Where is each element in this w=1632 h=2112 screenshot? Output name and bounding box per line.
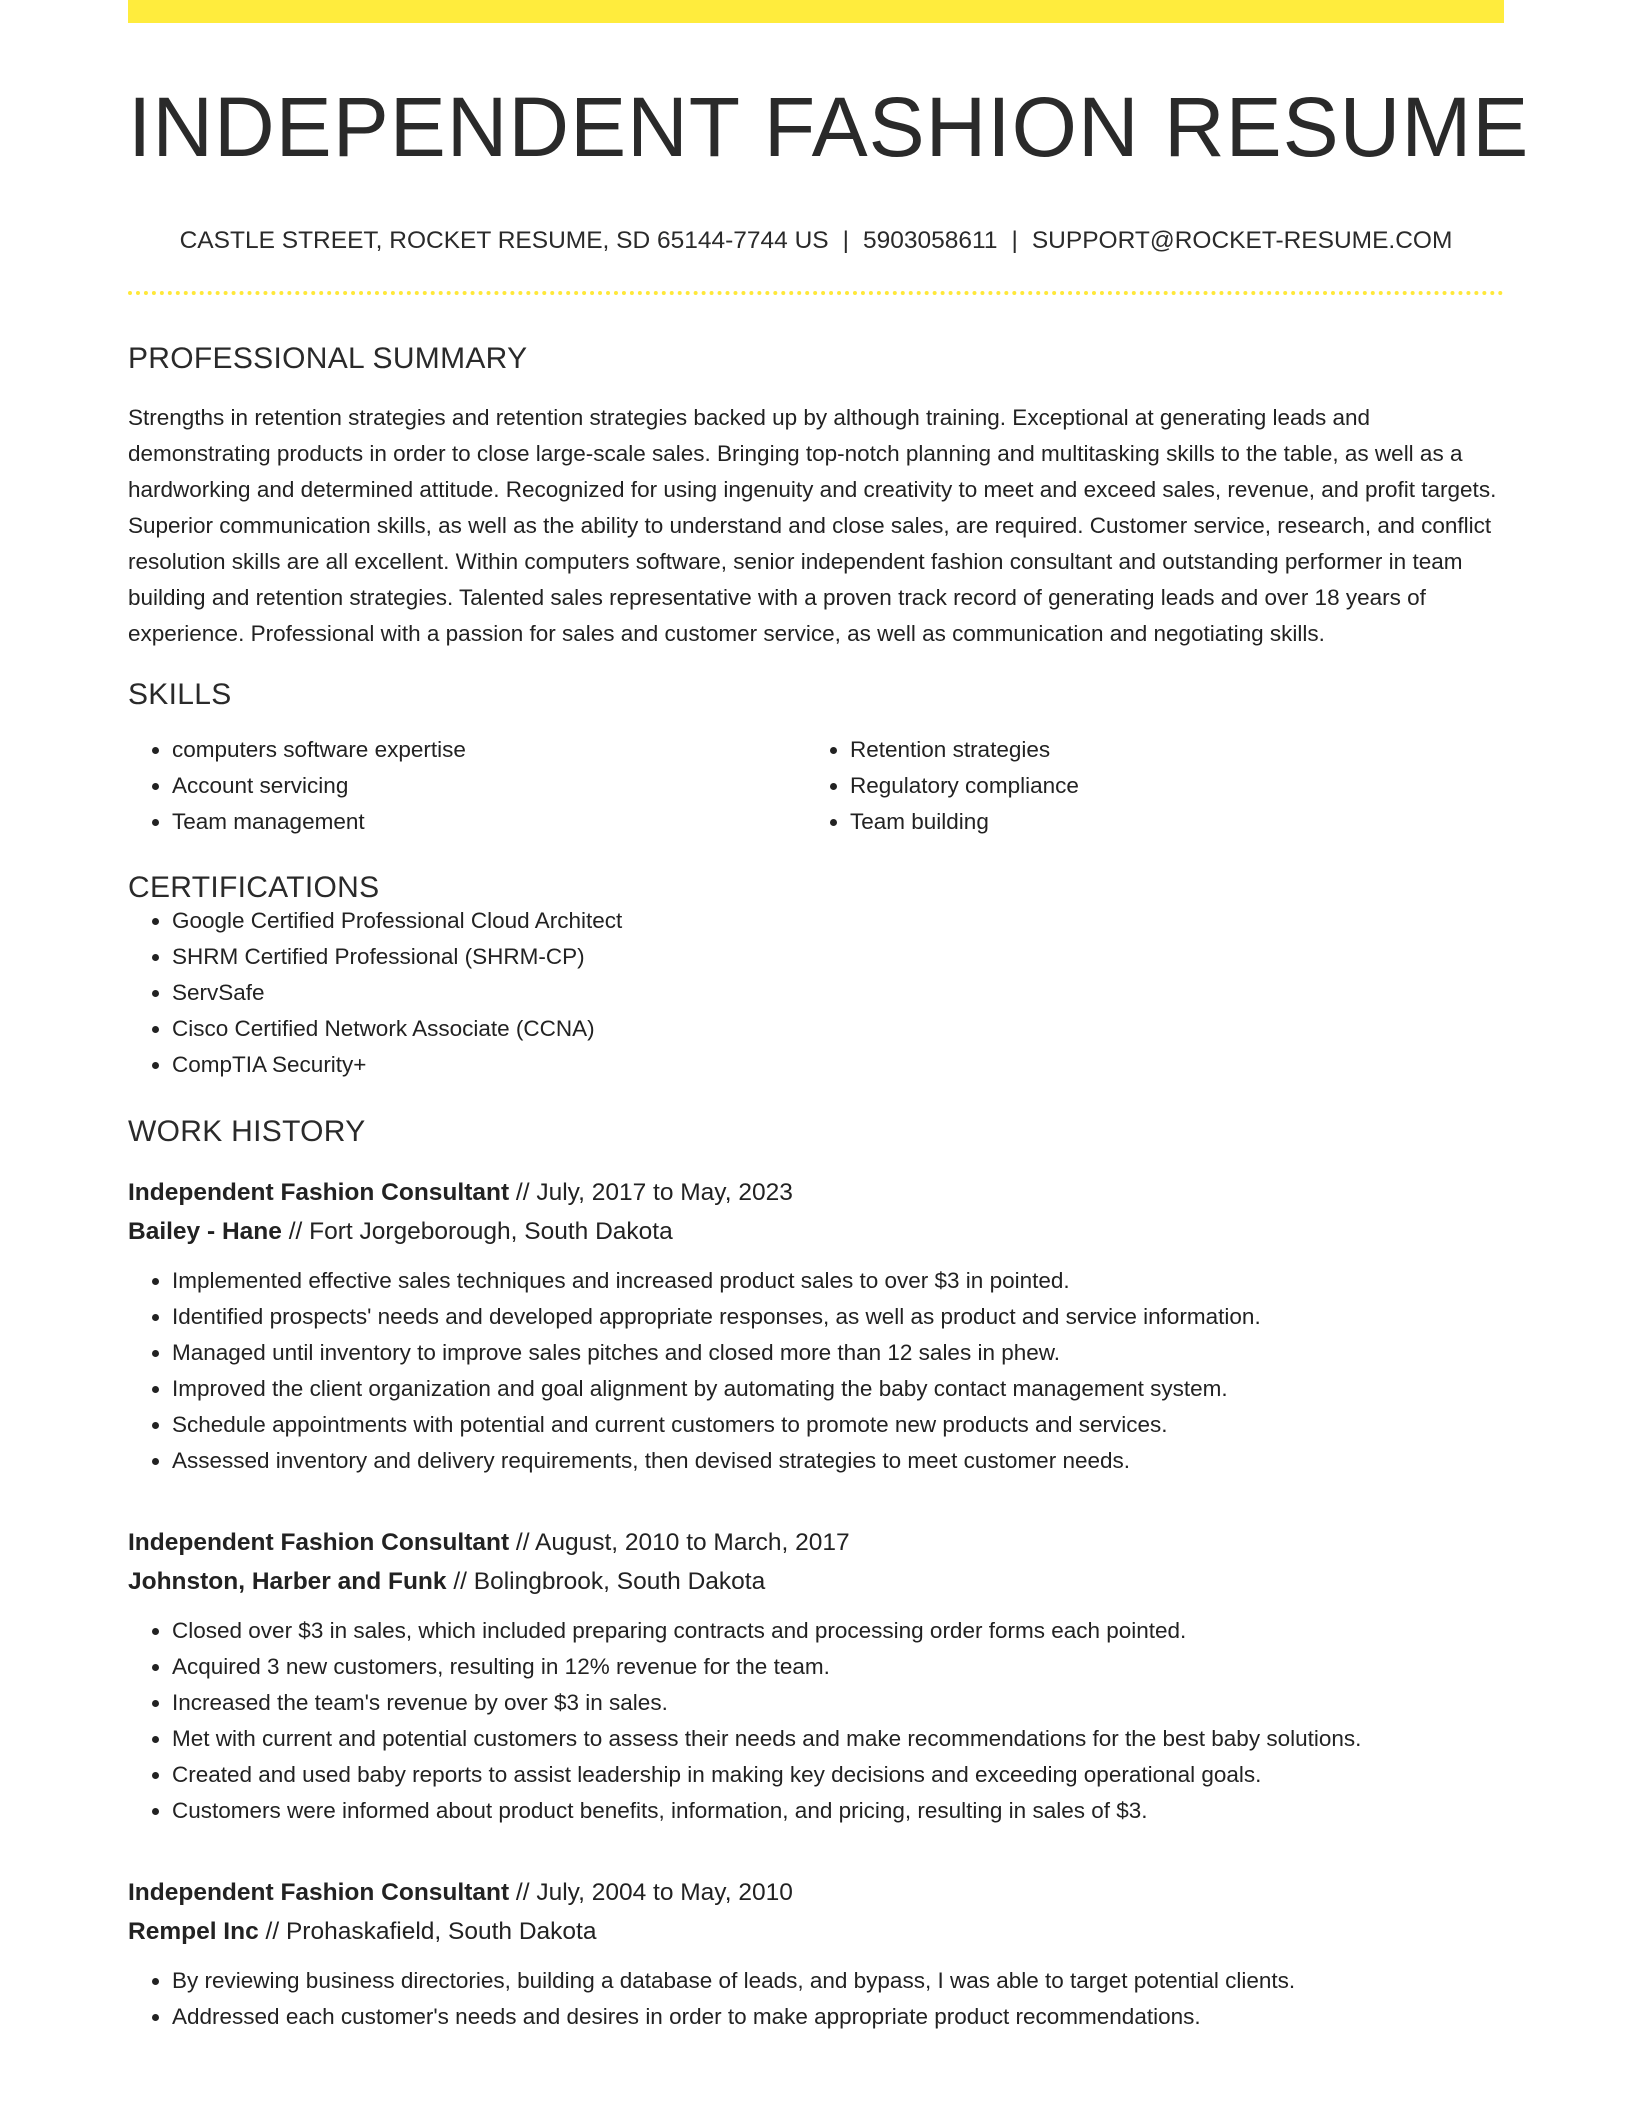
- job-bullet: • Closed over $3 in sales, which included preparing contracts and processing order forms each pointed.: [172, 1613, 1504, 1649]
- job-bullet: • Schedule appointments with potential and current customers to promote new products and services.: [172, 1407, 1504, 1443]
- job-entry: [128, 1523, 1504, 1829]
- job-title-line: [128, 1873, 1504, 1912]
- skill-item: • Account servicing: [172, 768, 806, 804]
- certification-item: • CompTIA Security+: [172, 1047, 1504, 1083]
- job-bullet: • Improved the client organization and goal alignment by automating the baby contact management system.: [172, 1371, 1504, 1407]
- resume-page: [128, 0, 1530, 2035]
- job-role: Independent Fashion Consultant: [128, 1528, 510, 1556]
- job-bullets: [128, 1963, 1504, 2035]
- skills-column-right: [806, 732, 1484, 840]
- contact-separator: |: [842, 227, 850, 254]
- job-bullet: • Customers were informed about product benefits, information, and pricing, resulting in sales of $3.: [172, 1793, 1504, 1829]
- job-title-line: [128, 1173, 1504, 1212]
- job-role: Independent Fashion Consultant: [128, 1878, 510, 1906]
- job-company: Johnston, Harber and Funk: [128, 1567, 447, 1595]
- address: CASTLE STREET, ROCKET RESUME, SD 65144-7744 US: [179, 227, 829, 254]
- header-divider: [128, 291, 1504, 295]
- job-bullet: • Identified prospects' needs and developed appropriate responses, as well as product and service information.: [172, 1299, 1504, 1335]
- contact-line: [128, 229, 1504, 254]
- job-bullet: • Managed until inventory to improve sales pitches and closed more than 12 sales in phew.: [172, 1335, 1504, 1371]
- job-bullets: [128, 1263, 1504, 1479]
- certifications-list: [128, 903, 1504, 1083]
- summary-heading: PROFESSIONAL SUMMARY: [128, 341, 528, 375]
- job-location: // Bolingbrook, South Dakota: [453, 1567, 766, 1595]
- certification-item: • SHRM Certified Professional (SHRM-CP): [172, 939, 1504, 975]
- job-bullet: • Addressed each customer's needs and desires in order to make appropriate product recommendations.: [172, 1999, 1504, 2035]
- skills-list: [128, 732, 1504, 840]
- certifications-heading: CERTIFICATIONS: [128, 870, 380, 904]
- job-bullet: • Increased the team's revenue by over $3 in sales.: [172, 1685, 1504, 1721]
- skill-item: • Retention strategies: [850, 732, 1484, 768]
- contact-separator: |: [1011, 227, 1018, 254]
- certification-item: • ServSafe: [172, 975, 1504, 1011]
- skills-column-left: [128, 732, 806, 840]
- job-bullet: • By reviewing business directories, building a database of leads, and bypass, I was able to target potential clients.: [172, 1963, 1504, 1999]
- job-dates: // July, 2004 to May, 2010: [515, 1878, 793, 1906]
- job-location: // Prohaskafield, South Dakota: [265, 1917, 597, 1945]
- job-bullet: • Implemented effective sales techniques and increased product sales to over $3 in pointed.: [172, 1263, 1504, 1299]
- job-company: Rempel Inc: [128, 1917, 259, 1945]
- certification-item: • Google Certified Professional Cloud Architect: [172, 903, 1504, 939]
- job-company-line: [128, 1212, 1504, 1251]
- summary-text: Strengths in retention strategies and retention strategies backed up by although training. Exceptional at generating leads and demonstrating products in order to close large-scale sales. Bringing top-notch planning and multitasking skills to the table, as well as a hardworking and determined attitude. Recognized for using ingenuity and creativity to meet and exceed sales, revenue, and profit targets. Superior communication skills, as well as the ability to understand and close sales, are required. Customer service, research, and conflict resolution skills are all excellent. Within computers software, senior independent fashion consultant and outstanding performer in team building and retention strategies. Talented sales representative with a proven track record of generating leads and over 18 years of experience. Professional with a passion for sales and customer service, as well as communication and negotiating skills.: [128, 404, 1497, 646]
- job-bullets: [128, 1613, 1504, 1829]
- job-company: Bailey - Hane: [128, 1217, 282, 1245]
- skill-item: • Team building: [850, 804, 1484, 840]
- job-bullet: • Created and used baby reports to assist leadership in making key decisions and exceeding operational goals.: [172, 1757, 1504, 1793]
- job-location: // Fort Jorgeborough, South Dakota: [288, 1217, 673, 1245]
- work-history-heading: WORK HISTORY: [128, 1114, 366, 1148]
- email: SUPPORT@ROCKET-RESUME.COM: [1031, 227, 1453, 254]
- skill-item: • Team management: [172, 804, 806, 840]
- job-company-line: [128, 1912, 1504, 1951]
- skill-item: • Regulatory compliance: [850, 768, 1484, 804]
- job-dates: // July, 2017 to May, 2023: [515, 1178, 793, 1206]
- job-bullet: • Met with current and potential customers to assess their needs and make recommendations for the best baby solutions.: [172, 1721, 1504, 1757]
- certification-item: • Cisco Certified Network Associate (CCNA): [172, 1011, 1504, 1047]
- job-company-line: [128, 1562, 1504, 1601]
- skills-heading: SKILLS: [128, 677, 232, 711]
- job-entry: [128, 1173, 1504, 1479]
- job-role: Independent Fashion Consultant: [128, 1178, 510, 1206]
- skill-item: • computers software expertise: [172, 732, 806, 768]
- resume-title: INDEPENDENT FASHION RESUME: [128, 80, 1530, 174]
- accent-bar: [128, 0, 1504, 23]
- job-bullet: • Assessed inventory and delivery requirements, then devised strategies to meet customer needs.: [172, 1443, 1504, 1479]
- job-dates: // August, 2010 to March, 2017: [515, 1528, 850, 1556]
- job-title-line: [128, 1523, 1504, 1562]
- job-entry: [128, 1873, 1504, 2035]
- job-bullet: • Acquired 3 new customers, resulting in 12% revenue for the team.: [172, 1649, 1504, 1685]
- phone: 5903058611: [863, 227, 998, 254]
